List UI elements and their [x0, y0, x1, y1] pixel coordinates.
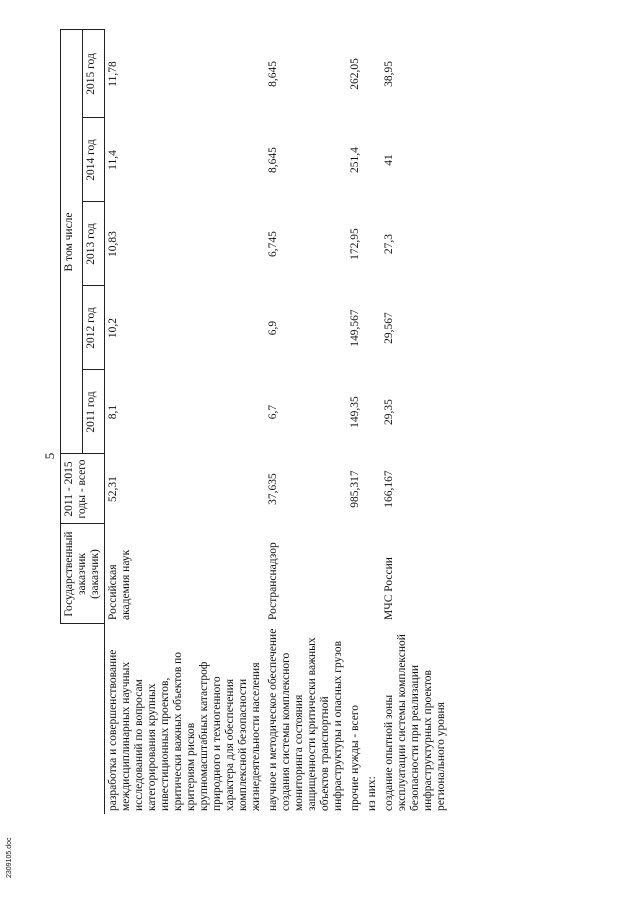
row-customer — [347, 524, 364, 624]
row-2011: 149,35 — [349, 396, 361, 428]
table-row — [105, 30, 266, 814]
row-description: создание опытной зоны эксплуатации системы комплексной безопасности при реализации инфраструктурных проектов регионального уровня — [383, 634, 447, 811]
row-2015 — [364, 30, 381, 118]
row-2014: 11,4 — [107, 150, 119, 170]
row-total: 166,167 — [383, 470, 395, 508]
header-total: 2011 - 2015 годы - всего — [61, 454, 105, 524]
row-2013: 10,83 — [107, 231, 119, 257]
row-customer: Ространснадзор — [267, 542, 279, 620]
row-2013: 6,745 — [267, 231, 279, 257]
row-2011 — [364, 370, 381, 454]
row-2012: 10,2 — [107, 317, 119, 339]
table-row — [364, 30, 381, 814]
row-2014: 41 — [383, 154, 395, 166]
header-year-2012: 2012 год — [83, 286, 105, 370]
row-2015: 11,78 — [107, 61, 119, 87]
row-total: 985,317 — [349, 470, 361, 508]
table-row — [381, 30, 450, 814]
row-2014: 8,645 — [267, 147, 279, 173]
header-description-blank — [61, 624, 105, 814]
row-description: из них: — [366, 776, 378, 811]
row-customer: Российская академия наук — [107, 549, 132, 620]
header-year-2015: 2015 год — [83, 30, 105, 118]
row-2012 — [364, 286, 381, 370]
row-2012: 149,567 — [349, 309, 361, 347]
row-description: разработка и совершенствование междисциплинарных научных исследований по вопросам категорирования крупных инвестиционных проектов, критически важных объектов по критериям рисков крупномасштабных катастроф природного и техногенного характера для обеспечения комплексной безопасности жизнедеятельности населения — [107, 649, 262, 811]
row-2013 — [364, 202, 381, 286]
row-2013: 172,95 — [349, 228, 361, 260]
header-including: В том числе — [61, 30, 83, 454]
document-filename: 2309105.doc — [6, 837, 13, 878]
row-total — [364, 454, 381, 524]
row-2015: 262,05 — [349, 58, 361, 90]
row-2012: 29,567 — [383, 312, 395, 344]
header-year-2014: 2014 год — [83, 118, 105, 202]
row-2015: 38,95 — [383, 61, 395, 87]
rotated-table-sheet — [60, 30, 505, 814]
header-year-2013: 2013 год — [83, 202, 105, 286]
page-number: 5 — [42, 452, 57, 460]
table-row — [265, 30, 347, 814]
row-2015: 8,645 — [267, 61, 279, 87]
row-2013: 27,3 — [383, 233, 395, 255]
row-2011: 8,1 — [107, 404, 119, 420]
table-body — [105, 30, 451, 814]
row-2014: 251,4 — [349, 147, 361, 173]
row-customer: МЧС России — [383, 557, 395, 620]
table-row — [347, 30, 364, 814]
row-2014 — [364, 118, 381, 202]
row-2011: 6,7 — [267, 404, 279, 420]
row-total: 37,635 — [267, 473, 279, 505]
funding-table — [60, 29, 450, 814]
row-total: 52,31 — [107, 476, 119, 502]
header-customer: Государственный заказчик (заказчик) — [61, 524, 105, 624]
row-description: научное и методическое обеспечение создания системы комплексного мониторинга состояния защищенности критически важных объектов транспортной инфраструктуры и опасных грузов — [267, 628, 344, 811]
header-year-2011: 2011 год — [83, 370, 105, 454]
row-description: прочие нужды - всего — [349, 704, 361, 811]
row-customer — [364, 524, 381, 624]
table-header — [61, 30, 105, 814]
row-2012: 6,9 — [267, 320, 279, 336]
row-2011: 29,35 — [383, 399, 395, 425]
